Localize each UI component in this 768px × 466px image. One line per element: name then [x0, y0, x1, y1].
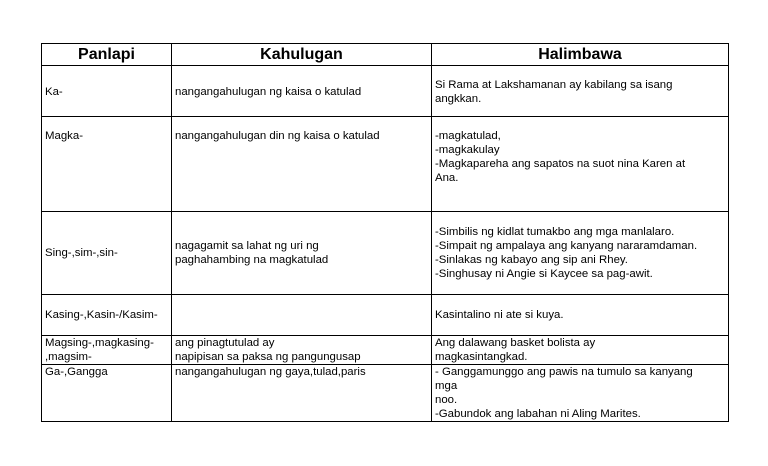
- cell-line: -magkakulay: [435, 144, 500, 156]
- halimbawa-cell: [432, 66, 729, 117]
- cell-line: mga: [435, 380, 458, 392]
- table-row: [42, 365, 729, 422]
- header-halimbawa: Halimbawa: [432, 44, 729, 66]
- cell-line: -Gabundok ang labahan ni Aling Marites.: [435, 408, 641, 420]
- cell-line: Magka-: [45, 130, 83, 142]
- kahulugan-cell: [172, 212, 432, 295]
- cell-line: Magsing-,magkasing-: [45, 337, 154, 349]
- cell-line: Ga-,Gangga: [45, 366, 108, 378]
- cell-line: magkasintangkad.: [435, 351, 528, 363]
- halimbawa-cell: [432, 295, 729, 336]
- cell-line: napipisan sa paksa ng pangungusap: [175, 351, 361, 363]
- cell-line: Si Rama at Lakshamanan ay kabilang sa isang: [435, 79, 673, 91]
- kahulugan-cell: [172, 295, 432, 336]
- cell-line: Sing-,sim-,sin-: [45, 247, 118, 259]
- table-row: [42, 336, 729, 365]
- panlapi-cell: [42, 117, 172, 212]
- cell-line: -magkatulad,: [435, 130, 501, 142]
- cell-line: -Simbilis ng kidlat tumakbo ang mga manlalaro.: [435, 226, 675, 238]
- cell-line: nangangahulugan ng kaisa o katulad: [175, 86, 362, 98]
- kahulugan-cell: [172, 117, 432, 212]
- cell-line: ,magsim-: [45, 351, 92, 363]
- header-row: [42, 44, 729, 66]
- kahulugan-cell: [172, 365, 432, 422]
- kahulugan-cell: [172, 66, 432, 117]
- cell-line: Ang dalawang basket bolista ay: [435, 337, 596, 349]
- table-row: [42, 295, 729, 336]
- cell-line: -Simpait ng ampalaya ang kanyang nararamdaman.: [435, 240, 698, 252]
- panlapi-cell: [42, 336, 172, 365]
- halimbawa-cell: [432, 336, 729, 365]
- cell-line: noo.: [435, 394, 458, 406]
- cell-line: paghahambing na magkatulad: [175, 254, 329, 266]
- cell-line: nagagamit sa lahat ng uri ng: [175, 240, 319, 252]
- halimbawa-cell: [432, 365, 729, 422]
- panlapi-cell: [42, 295, 172, 336]
- table-row: [42, 66, 729, 117]
- affix-table: [41, 43, 729, 422]
- panlapi-cell: [42, 365, 172, 422]
- cell-line: Kasing-,Kasin-/Kasim-: [45, 309, 158, 321]
- table-row: [42, 212, 729, 295]
- cell-line: ang pinagtutulad ay: [175, 337, 275, 349]
- cell-line: Ana.: [435, 172, 459, 184]
- header-panlapi: Panlapi: [42, 44, 172, 66]
- cell-line: Ka-: [45, 86, 63, 98]
- halimbawa-cell: [432, 212, 729, 295]
- cell-line: nangangahulugan ng gaya,tulad,paris: [175, 366, 366, 378]
- cell-line: -Singhusay ni Angie si Kaycee sa pag-awit.: [435, 268, 653, 280]
- cell-line: angkkan.: [435, 93, 482, 105]
- cell-line: - Ganggamunggo ang pawis na tumulo sa kanyang: [435, 366, 693, 378]
- cell-line: -Sinlakas ng kabayo ang sip ani Rhey.: [435, 254, 628, 266]
- table-row: [42, 117, 729, 212]
- header-kahulugan: Kahulugan: [172, 44, 432, 66]
- kahulugan-cell: [172, 336, 432, 365]
- halimbawa-cell: [432, 117, 729, 212]
- cell-line: Kasintalino ni ate si kuya.: [435, 309, 564, 321]
- panlapi-cell: [42, 66, 172, 117]
- panlapi-cell: [42, 212, 172, 295]
- cell-line: -Magkapareha ang sapatos na suot nina Karen at: [435, 158, 686, 170]
- cell-line: nangangahulugan din ng kaisa o katulad: [175, 130, 380, 142]
